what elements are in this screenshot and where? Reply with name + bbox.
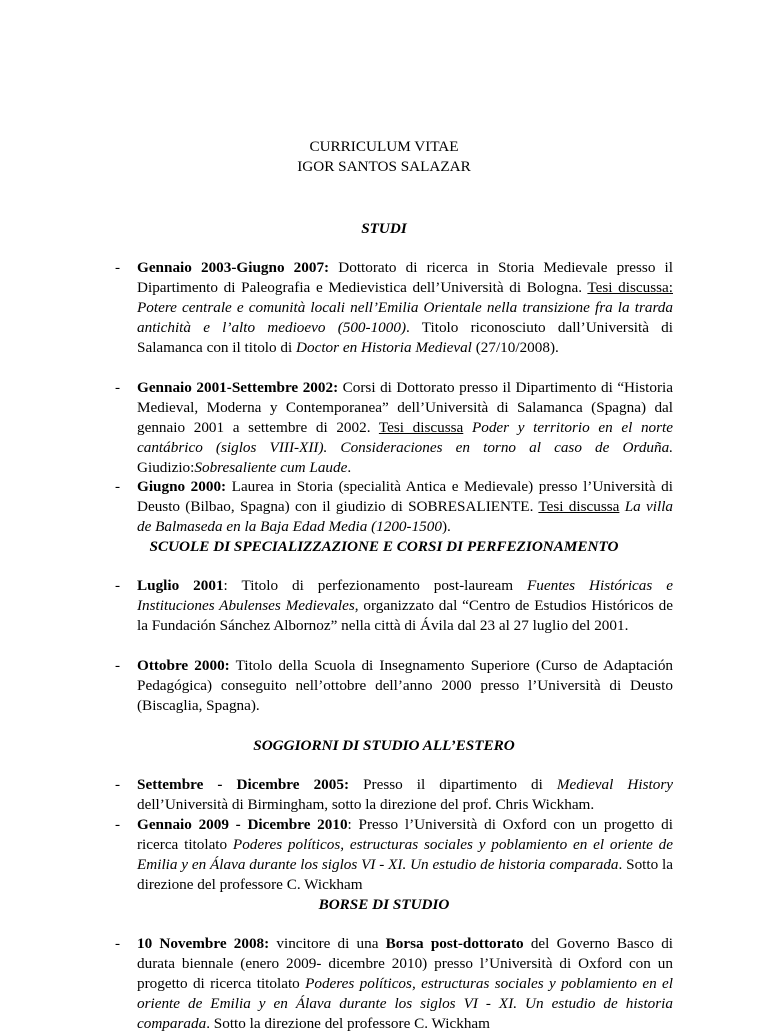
entry-date: Giugno 2000:	[137, 478, 227, 495]
section-heading-borse: BORSE DI STUDIO	[318, 896, 450, 913]
bullet-dash: -	[115, 478, 121, 495]
author-name: IGOR SANTOS SALAZAR	[297, 158, 471, 175]
entry-text: Ottobre 2000: Titolo della Scuola di Insegnamento Superiore (Curso de Adaptación Pedagógica) conseguito nell’ottobre dell’anno 2000 presso l’Università di Deusto (Biscaglia, Spagna).	[137, 657, 674, 714]
bullet-dash: -	[115, 816, 121, 833]
entry-text: 10 Novembre 2008: vincitore di una Borsa post-dottorato del Governo Basco di durata biennale (enero 2009- dicembre 2010) presso l’Università di Oxford con un progetto di ricerca titolato Poderes políticos, estructuras sociales y poblamiento en el oriente de Emilia y en Álava durante los siglos VI - XI. Un estudio de historia comparada. Sotto la direzione del professore C. Wickham	[137, 935, 674, 1032]
bullet-dash: -	[115, 379, 121, 396]
bullet-dash: -	[115, 259, 121, 276]
thesis-label: Tesi discussa	[538, 498, 620, 515]
section-heading-scuole: SCUOLE DI SPECIALIZZAZIONE E CORSI DI PERFEZIONAMENTO	[149, 538, 619, 555]
entry-text: Gennaio 2001-Settembre 2002: Corsi di Dottorato presso il Dipartimento di “Historia Medieval, Moderna y Contemporanea” dell’Università di Salamanca (Spagna) dal gennaio 2001 a settembre di 2002. Tesi discussa Poder y territorio en el norte cantábrico (siglos VIII-XII). Consideraciones en torno al caso de Orduña. Giudizio:Sobresaliente cum Laude.	[137, 379, 674, 476]
bullet-dash: -	[115, 776, 121, 793]
document-title: CURRICULUM VITAE	[309, 138, 459, 155]
entry-text: Gennaio 2009 - Dicembre 2010: Presso l’Università di Oxford con un progetto di ricerca titolato Poderes políticos, estructuras sociales y poblamiento en el oriente de Emilia y en Álava durante los siglos VI - XI. Un estudio de historia comparada. Sotto la direzione del professore C. Wickham	[137, 816, 673, 893]
entry-text: Settembre - Dicembre 2005: Presso il dipartimento di Medieval History dell’Università di Birmingham, sotto la direzione del prof. Chris Wickham.	[137, 776, 673, 813]
bullet-dash: -	[115, 577, 121, 594]
project-title: Poderes políticos, estructuras sociales y poblamiento en el oriente de Emilia y en Álava durante los siglos VI - XI. Un estudio de historia comparada	[137, 836, 673, 873]
entry-date: Ottobre 2000:	[137, 657, 230, 674]
entry-text: Giugno 2000: Laurea in Storia (specialità Antica e Medievale) presso l’Università di Deusto (Bilbao, Spagna) con il giudizio di SOBRESALIENTE. Tesi discussa La villa de Balmaseda en la Baja Edad Media (1200-1500).	[137, 478, 674, 535]
entry-date: Gennaio 2009 - Dicembre 2010	[137, 816, 348, 833]
thesis-label: Tesi discussa	[378, 419, 464, 436]
thesis-label: Tesi discussa:	[587, 279, 673, 296]
bullet-dash: -	[115, 935, 121, 952]
entry-text: Luglio 2001: Titolo di perfezionamento post-lauream Fuentes Históricas e Instituciones Abulenses Medievales, organizzato dal “Centro de Estudios Históricos de la Fundación Sánchez Albornoz” nella città di Ávila dal 23 al 27 luglio del 2001.	[137, 577, 673, 634]
section-heading-soggiorni: SOGGIORNI DI STUDIO ALL’ESTERO	[253, 737, 515, 754]
entry-text: Gennaio 2003-Giugno 2007: Dottorato di ricerca in Storia Medievale presso il Dipartimento di Paleografia e Medievistica dell’Università di Bologna. Tesi discussa: Potere centrale e comunità locali nell’Emilia Orientale nella transizione fra la trarda antichità e l’alto medioevo (500-1000). Titolo riconosciuto dall’Università di Salamanca con il titolo di Doctor en Historia Medieval (27/10/2008).	[137, 259, 673, 356]
course-title: Fuentes Históricas e Instituciones Abulenses Medievales	[137, 577, 673, 614]
entry-date: Gennaio 2003-Giugno 2007:	[137, 259, 330, 276]
thesis-title: Poder y territorio en el norte cantábrico (siglos VIII-XII). Consideraciones en torno al caso de Orduña.	[137, 419, 674, 456]
thesis-title: Potere centrale e comunità locali nell’Emilia Orientale nella transizione fra la trarda antichità e l’alto medioevo (500-1000)	[137, 299, 673, 336]
entry-date: Luglio 2001	[137, 577, 224, 594]
entry-date: Gennaio 2001-Settembre 2002:	[137, 379, 339, 396]
entry-date: Settembre - Dicembre 2005:	[137, 776, 350, 793]
section-heading-studi: STUDI	[361, 220, 407, 237]
project-title: Poderes políticos, estructuras sociales y poblamiento en el oriente de Emilia y en Álava durante los siglos VI - XI. Un estudio de historia comparada	[137, 975, 673, 1032]
bullet-dash: -	[115, 657, 121, 674]
thesis-title: La villa de Balmaseda en la Baja Edad Media (1200-1500	[137, 498, 674, 535]
entry-date: 10 Novembre 2008:	[137, 935, 270, 952]
grant-name: Borsa post-dottorato	[385, 935, 524, 952]
